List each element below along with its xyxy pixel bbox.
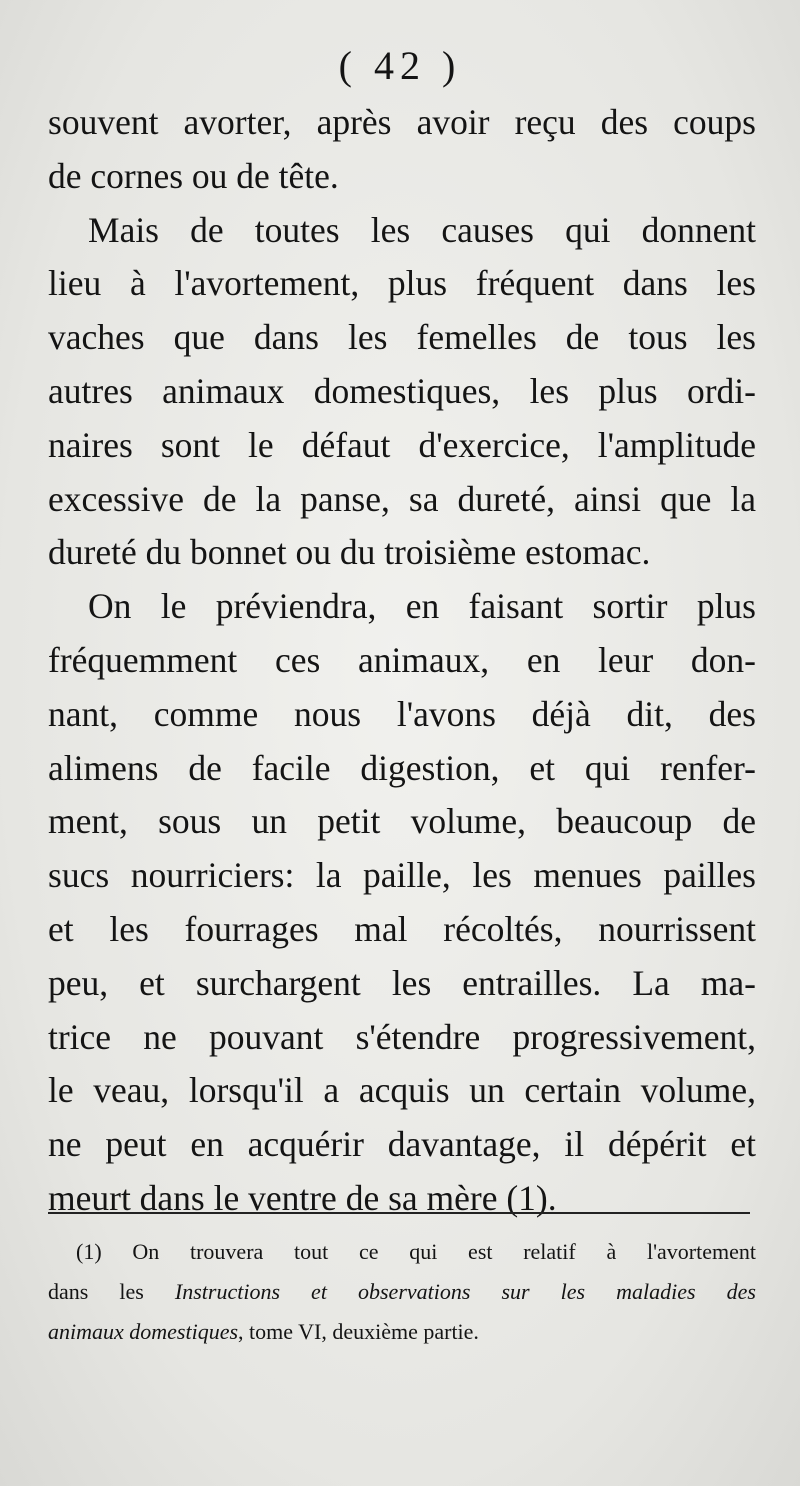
page-number: ( 42 ) [338,43,462,88]
text-line: meurt dans le ventre de sa mère (1). [48,1177,557,1218]
footnote-divider [48,1212,750,1214]
footnote-line: (1) On trouvera tout ce qui est relatif à l'avortement [76,1239,756,1264]
text-line: vaches que dans les femelles de tous les [48,317,756,358]
footnote [48,1232,756,1352]
footnote-text: , tome VI, deuxième partie. [238,1319,479,1344]
text-line: alimens de facile digestion, et qui renfer- [48,747,756,788]
text-line: et les fourrages mal récoltés, nourrissent [48,908,756,949]
text-line: dureté du bonnet ou du troisième estomac. [48,532,651,573]
text-line: sucs nourriciers: la paille, les menues pailles [48,855,756,896]
text-line: fréquemment ces animaux, en leur don- [48,639,756,680]
text-line: On le préviendra, en faisant sortir plus [88,586,756,627]
text-line: trice ne pouvant s'étendre progressivement, [48,1016,756,1057]
text-line: lieu à l'avortement, plus fréquent dans les [48,263,756,304]
text-line: nant, comme nous l'avons déjà dit, des [48,693,756,734]
text-line: souvent avorter, après avoir reçu des coups [48,102,756,142]
text-line: de cornes ou de tête. [48,155,339,196]
text-line: Mais de toutes les causes qui donnent [88,209,756,250]
text-line: naires sont le défaut d'exercice, l'amplitude [48,424,756,465]
text-line: ne peut en acquérir davantage, il dépérit et [48,1124,756,1165]
footnote-text: dans les [48,1279,175,1304]
footnote-line [48,1312,756,1352]
text-line: peu, et surchargent les entrailles. La ma- [48,962,756,1003]
text-line: excessive de la panse, sa dureté, ainsi que la [48,478,756,519]
footnote-line [48,1272,756,1312]
footnote-title-part: Instructions et observations sur les maladies des [174,1279,756,1304]
footnote-title-part: animaux domestiques [48,1319,239,1344]
text-line: le veau, lorsqu'il a acquis un certain volume, [48,1070,756,1111]
text-line: ment, sous un petit volume, beaucoup de [48,801,756,842]
text-line: autres animaux domestiques, les plus ordi- [48,370,756,411]
main-text [48,96,756,1226]
